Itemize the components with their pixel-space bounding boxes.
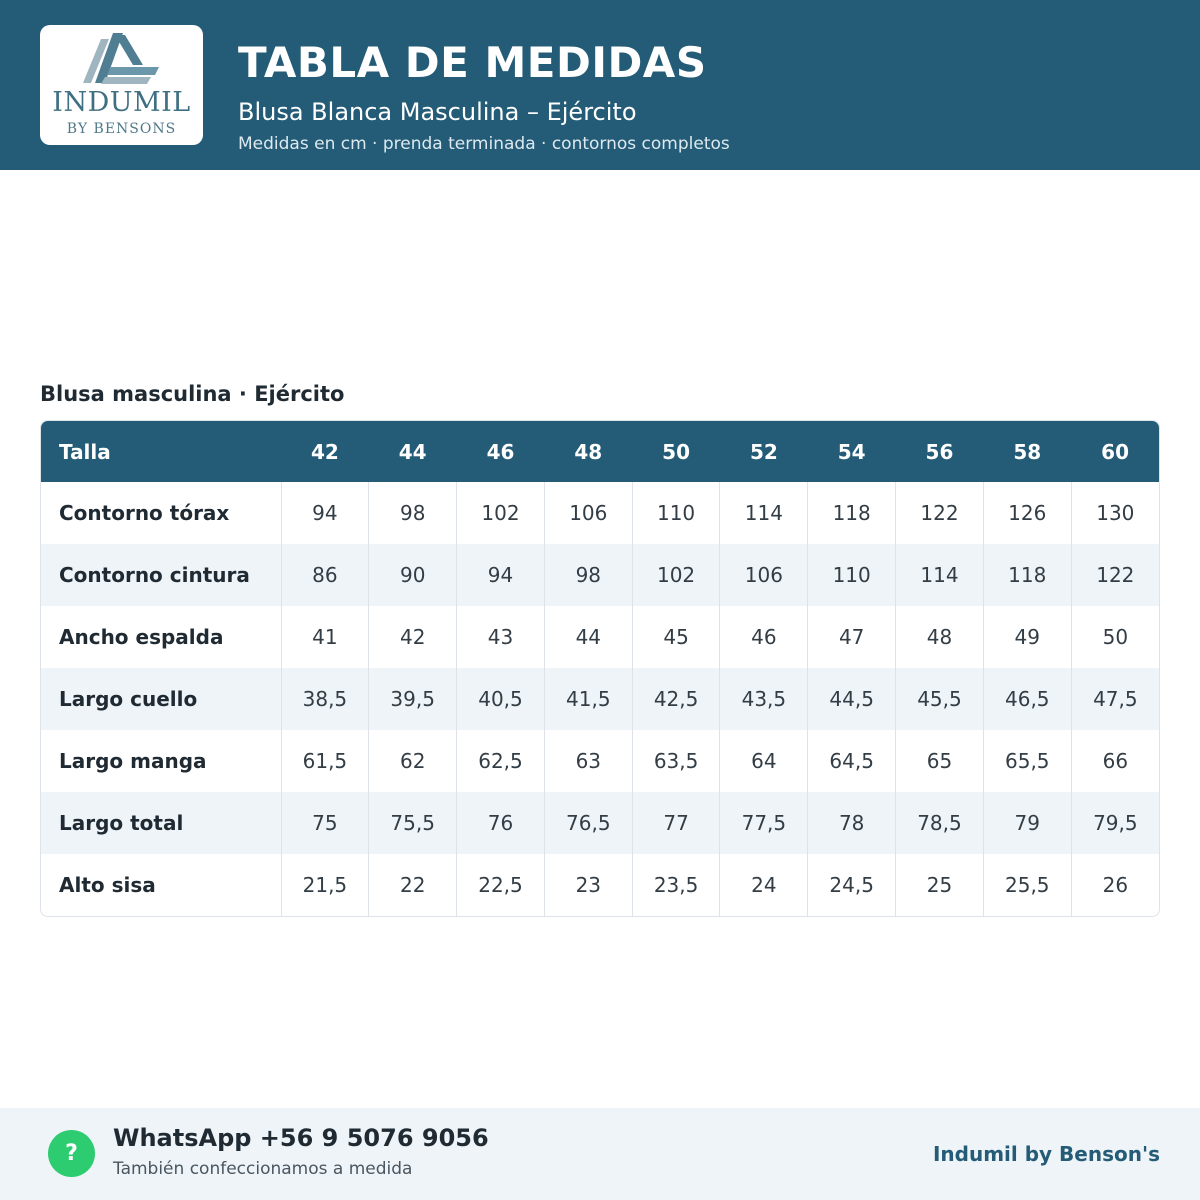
size-table-container: [40, 420, 1160, 917]
indumil-logo-icon: [81, 29, 163, 85]
table-cell: 75: [281, 792, 369, 854]
header-size-60: 60: [1071, 421, 1159, 482]
table-cell: 126: [983, 482, 1071, 544]
table-cell: 77: [632, 792, 720, 854]
footer: [0, 1108, 1200, 1200]
table-row: [41, 730, 1159, 792]
table-cell: 102: [632, 544, 720, 606]
whatsapp-icon[interactable]: ?: [48, 1130, 95, 1177]
table-row: [41, 854, 1159, 916]
table-body: [41, 482, 1159, 916]
table-cell: 45: [632, 606, 720, 668]
table-cell: 39,5: [369, 668, 457, 730]
table-cell: 43,5: [720, 668, 808, 730]
table-cell: 86: [281, 544, 369, 606]
table-cell: 61,5: [281, 730, 369, 792]
table-row: [41, 792, 1159, 854]
table-cell: 47,5: [1071, 668, 1159, 730]
table-cell: 106: [544, 482, 632, 544]
logo-subtitle: BY BENSONS: [66, 121, 177, 137]
table-cell: 114: [720, 482, 808, 544]
table-cell: 41: [281, 606, 369, 668]
header-size-54: 54: [808, 421, 896, 482]
table-cell: 65: [896, 730, 984, 792]
header-size-58: 58: [983, 421, 1071, 482]
table-row: [41, 606, 1159, 668]
header-size-44: 44: [369, 421, 457, 482]
table-cell: 38,5: [281, 668, 369, 730]
table-cell: 24,5: [808, 854, 896, 916]
table-cell: 64,5: [808, 730, 896, 792]
row-label: Alto sisa: [59, 873, 156, 897]
page-subtitle: Blusa Blanca Masculina – Ejército: [238, 98, 637, 126]
row-label: Contorno cintura: [41, 544, 281, 606]
table-cell: 98: [369, 482, 457, 544]
table-cell: 46: [720, 606, 808, 668]
table-cell: 98: [544, 544, 632, 606]
row-label: Ancho espalda: [59, 625, 224, 649]
header-size-50: 50: [632, 421, 720, 482]
header-size-42: 42: [281, 421, 369, 482]
table-cell: 94: [457, 544, 545, 606]
table-cell: 110: [632, 482, 720, 544]
table-cell: 22: [369, 854, 457, 916]
table-cell: 106: [720, 544, 808, 606]
size-table: [41, 421, 1159, 916]
table-row: [41, 544, 1159, 606]
table-cell: 122: [1071, 544, 1159, 606]
table-cell: 23,5: [632, 854, 720, 916]
table-cell: 44: [544, 606, 632, 668]
brand-name: Indumil by Benson's: [932, 1142, 1160, 1166]
table-cell: 66: [1071, 730, 1159, 792]
table-cell: 90: [369, 544, 457, 606]
table-cell: 122: [896, 482, 984, 544]
table-cell: 48: [896, 606, 984, 668]
table-cell: 78: [808, 792, 896, 854]
table-cell: 44,5: [808, 668, 896, 730]
row-label: Largo manga: [59, 749, 207, 773]
header-banner: [0, 0, 1200, 170]
table-row: [41, 668, 1159, 730]
table-cell: 65,5: [983, 730, 1071, 792]
table-cell: 130: [1071, 482, 1159, 544]
table-cell: 118: [808, 482, 896, 544]
whatsapp-contact[interactable]: WhatsApp +56 9 5076 9056: [113, 1124, 489, 1152]
row-label: Largo total: [41, 792, 281, 854]
table-cell: 42: [369, 606, 457, 668]
table-cell: 49: [983, 606, 1071, 668]
header-talla: Talla: [41, 421, 281, 482]
table-cell: 47: [808, 606, 896, 668]
table-cell: 64: [720, 730, 808, 792]
table-cell: 76,5: [544, 792, 632, 854]
header-size-56: 56: [896, 421, 984, 482]
table-cell: 102: [457, 482, 545, 544]
table-cell: 76: [457, 792, 545, 854]
custom-tailoring-note: También confeccionamos a medida: [113, 1159, 413, 1179]
table-cell: 79: [983, 792, 1071, 854]
table-cell: 110: [808, 544, 896, 606]
table-cell: 46,5: [983, 668, 1071, 730]
header-size-52: 52: [720, 421, 808, 482]
row-label: Contorno tórax: [59, 501, 230, 525]
table-cell: 94: [281, 482, 369, 544]
table-header-row: [41, 421, 1159, 482]
table-cell: 62: [369, 730, 457, 792]
table-cell: 21,5: [281, 854, 369, 916]
table-cell: 25: [896, 854, 984, 916]
header-size-48: 48: [544, 421, 632, 482]
table-row: [41, 482, 1159, 544]
table-cell: 25,5: [983, 854, 1071, 916]
page-title: TABLA DE MEDIDAS: [238, 38, 707, 87]
header-size-46: 46: [457, 421, 545, 482]
table-cell: 75,5: [369, 792, 457, 854]
table-cell: 78,5: [896, 792, 984, 854]
table-cell: 43: [457, 606, 545, 668]
table-cell: 42,5: [632, 668, 720, 730]
table-cell: 23: [544, 854, 632, 916]
table-cell: 24: [720, 854, 808, 916]
table-cell: 118: [983, 544, 1071, 606]
table-cell: 63: [544, 730, 632, 792]
measurement-note: Medidas en cm · prenda terminada · contornos completos: [238, 134, 730, 154]
table-cell: 63,5: [632, 730, 720, 792]
table-cell: 62,5: [457, 730, 545, 792]
logo: [40, 25, 203, 145]
table-cell: 41,5: [544, 668, 632, 730]
table-cell: 40,5: [457, 668, 545, 730]
logo-name: INDUMIL: [52, 87, 191, 118]
table-cell: 26: [1071, 854, 1159, 916]
table-cell: 114: [896, 544, 984, 606]
table-title: Blusa masculina · Ejército: [40, 382, 345, 406]
table-cell: 79,5: [1071, 792, 1159, 854]
table-cell: 22,5: [457, 854, 545, 916]
table-cell: 77,5: [720, 792, 808, 854]
table-cell: 45,5: [896, 668, 984, 730]
table-cell: 50: [1071, 606, 1159, 668]
row-label: Largo cuello: [41, 668, 281, 730]
